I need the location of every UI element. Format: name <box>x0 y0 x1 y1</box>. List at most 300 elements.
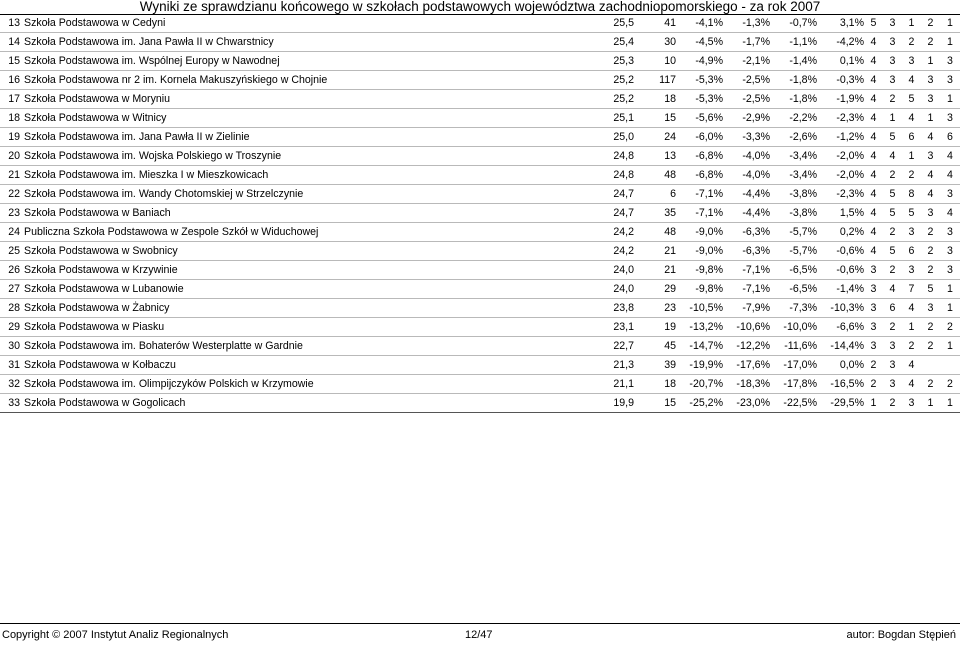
score-cell: 21,1 <box>587 375 634 394</box>
stanine-3-cell: 6 <box>902 242 921 261</box>
pct-diff-3-cell: -0,7% <box>770 14 817 33</box>
stanine-1-cell: 4 <box>864 166 883 185</box>
pct-diff-2-cell: -3,3% <box>723 128 770 147</box>
page-title: Wyniki ze sprawdzianu końcowego w szkołach podstawowych województwa zachodniopomorskiego - za rok 2007 <box>139 0 821 14</box>
results-table-body <box>0 14 960 413</box>
rank-cell: 13 <box>0 14 24 33</box>
school-name-cell: Publiczna Szkoła Podstawowa w Zespole Szkół w Widuchowej <box>24 223 587 242</box>
pct-diff-3-cell: -22,5% <box>770 394 817 413</box>
pct-diff-1-cell: -4,5% <box>676 33 723 52</box>
pct-diff-2-cell: -10,6% <box>723 318 770 337</box>
rank-cell: 16 <box>0 71 24 90</box>
pct-diff-1-cell: -13,2% <box>676 318 723 337</box>
table-row <box>0 337 960 356</box>
table-row <box>0 356 960 375</box>
stanine-1-cell: 4 <box>864 185 883 204</box>
school-name-cell: Szkoła Podstawowa nr 2 im. Kornela Makuszyńskiego w Chojnie <box>24 71 587 90</box>
stanine-4-cell: 2 <box>921 33 940 52</box>
rank-cell: 25 <box>0 242 24 261</box>
student-count-cell: 13 <box>634 147 676 166</box>
pct-diff-4-cell: -1,4% <box>817 280 864 299</box>
stanine-1-cell: 4 <box>864 52 883 71</box>
pct-diff-1-cell: -9,0% <box>676 223 723 242</box>
rank-cell: 15 <box>0 52 24 71</box>
pct-diff-4-cell: -2,3% <box>817 109 864 128</box>
stanine-2-cell: 5 <box>883 242 902 261</box>
rank-cell: 17 <box>0 90 24 109</box>
pct-diff-1-cell: -7,1% <box>676 185 723 204</box>
pct-diff-2-cell: -4,4% <box>723 204 770 223</box>
pct-diff-2-cell: -2,9% <box>723 109 770 128</box>
stanine-5-cell: 4 <box>940 204 960 223</box>
stanine-5-cell: 1 <box>940 299 960 318</box>
stanine-3-cell: 4 <box>902 71 921 90</box>
student-count-cell: 23 <box>634 299 676 318</box>
table-row <box>0 375 960 394</box>
stanine-5-cell: 1 <box>940 280 960 299</box>
rank-cell: 30 <box>0 337 24 356</box>
stanine-5-cell: 4 <box>940 166 960 185</box>
stanine-2-cell: 3 <box>883 375 902 394</box>
stanine-2-cell: 3 <box>883 356 902 375</box>
stanine-1-cell: 4 <box>864 242 883 261</box>
table-row <box>0 318 960 337</box>
pct-diff-3-cell: -10,0% <box>770 318 817 337</box>
student-count-cell: 6 <box>634 185 676 204</box>
school-name-cell: Szkoła Podstawowa w Lubanowie <box>24 280 587 299</box>
footer-page-number: 12/47 <box>465 629 493 641</box>
stanine-2-cell: 2 <box>883 90 902 109</box>
pct-diff-2-cell: -4,4% <box>723 185 770 204</box>
school-name-cell: Szkoła Podstawowa w Żabnicy <box>24 299 587 318</box>
table-row <box>0 71 960 90</box>
pct-diff-3-cell: -5,7% <box>770 242 817 261</box>
pct-diff-4-cell: -0,6% <box>817 261 864 280</box>
score-cell: 25,2 <box>587 71 634 90</box>
pct-diff-2-cell: -1,3% <box>723 14 770 33</box>
school-name-cell: Szkoła Podstawowa im. Mieszka I w Mieszkowicach <box>24 166 587 185</box>
stanine-5-cell: 4 <box>940 147 960 166</box>
student-count-cell: 15 <box>634 109 676 128</box>
pct-diff-1-cell: -5,3% <box>676 71 723 90</box>
table-row <box>0 299 960 318</box>
stanine-5-cell: 3 <box>940 242 960 261</box>
pct-diff-2-cell: -23,0% <box>723 394 770 413</box>
stanine-5-cell: 1 <box>940 394 960 413</box>
stanine-5-cell: 1 <box>940 90 960 109</box>
stanine-1-cell: 4 <box>864 204 883 223</box>
score-cell: 25,0 <box>587 128 634 147</box>
table-row <box>0 394 960 413</box>
stanine-5-cell: 1 <box>940 33 960 52</box>
table-row <box>0 52 960 71</box>
stanine-3-cell: 3 <box>902 52 921 71</box>
table-row <box>0 90 960 109</box>
pct-diff-4-cell: 1,5% <box>817 204 864 223</box>
table-row <box>0 147 960 166</box>
pct-diff-4-cell: -2,0% <box>817 166 864 185</box>
rank-cell: 23 <box>0 204 24 223</box>
stanine-2-cell: 5 <box>883 204 902 223</box>
rank-cell: 18 <box>0 109 24 128</box>
school-name-cell: Szkoła Podstawowa im. Wspólnej Europy w Nawodnej <box>24 52 587 71</box>
results-table <box>0 14 960 413</box>
pct-diff-3-cell: -5,7% <box>770 223 817 242</box>
pct-diff-1-cell: -4,1% <box>676 14 723 33</box>
pct-diff-1-cell: -10,5% <box>676 299 723 318</box>
student-count-cell: 19 <box>634 318 676 337</box>
stanine-3-cell: 6 <box>902 128 921 147</box>
pct-diff-4-cell: 3,1% <box>817 14 864 33</box>
table-row <box>0 185 960 204</box>
stanine-5-cell: 3 <box>940 223 960 242</box>
pct-diff-1-cell: -20,7% <box>676 375 723 394</box>
stanine-1-cell: 4 <box>864 109 883 128</box>
stanine-5-cell: 1 <box>940 337 960 356</box>
pct-diff-4-cell: -0,6% <box>817 242 864 261</box>
table-row <box>0 166 960 185</box>
stanine-4-cell: 2 <box>921 261 940 280</box>
stanine-3-cell: 3 <box>902 223 921 242</box>
pct-diff-4-cell: -16,5% <box>817 375 864 394</box>
table-row <box>0 33 960 52</box>
stanine-4-cell: 1 <box>921 394 940 413</box>
rank-cell: 26 <box>0 261 24 280</box>
pct-diff-4-cell: -1,2% <box>817 128 864 147</box>
student-count-cell: 21 <box>634 261 676 280</box>
stanine-2-cell: 3 <box>883 52 902 71</box>
score-cell: 23,1 <box>587 318 634 337</box>
pct-diff-3-cell: -1,8% <box>770 90 817 109</box>
stanine-1-cell: 4 <box>864 71 883 90</box>
rank-cell: 21 <box>0 166 24 185</box>
student-count-cell: 29 <box>634 280 676 299</box>
student-count-cell: 35 <box>634 204 676 223</box>
stanine-2-cell: 5 <box>883 128 902 147</box>
score-cell: 23,8 <box>587 299 634 318</box>
stanine-3-cell: 2 <box>902 337 921 356</box>
stanine-2-cell: 1 <box>883 109 902 128</box>
stanine-3-cell: 1 <box>902 14 921 33</box>
stanine-3-cell: 7 <box>902 280 921 299</box>
stanine-4-cell: 3 <box>921 147 940 166</box>
school-name-cell: Szkoła Podstawowa im. Wandy Chotomskiej w Strzelczynie <box>24 185 587 204</box>
table-row <box>0 109 960 128</box>
school-name-cell: Szkoła Podstawowa w Kołbaczu <box>24 356 587 375</box>
stanine-2-cell: 2 <box>883 223 902 242</box>
rank-cell: 28 <box>0 299 24 318</box>
pct-diff-3-cell: -2,6% <box>770 128 817 147</box>
pct-diff-4-cell: -29,5% <box>817 394 864 413</box>
rank-cell: 31 <box>0 356 24 375</box>
score-cell: 21,3 <box>587 356 634 375</box>
pct-diff-2-cell: -6,3% <box>723 242 770 261</box>
stanine-4-cell: 5 <box>921 280 940 299</box>
student-count-cell: 18 <box>634 90 676 109</box>
stanine-4-cell: 1 <box>921 109 940 128</box>
stanine-4-cell: 3 <box>921 90 940 109</box>
pct-diff-4-cell: 0,2% <box>817 223 864 242</box>
school-name-cell: Szkoła Podstawowa w Swobnicy <box>24 242 587 261</box>
pct-diff-2-cell: -2,1% <box>723 52 770 71</box>
pct-diff-4-cell: -4,2% <box>817 33 864 52</box>
score-cell: 22,7 <box>587 337 634 356</box>
stanine-5-cell: 3 <box>940 261 960 280</box>
pct-diff-2-cell: -7,1% <box>723 280 770 299</box>
pct-diff-2-cell: -4,0% <box>723 166 770 185</box>
student-count-cell: 48 <box>634 223 676 242</box>
pct-diff-4-cell: 0,0% <box>817 356 864 375</box>
table-row <box>0 280 960 299</box>
pct-diff-2-cell: -7,9% <box>723 299 770 318</box>
rank-cell: 29 <box>0 318 24 337</box>
pct-diff-3-cell: -1,1% <box>770 33 817 52</box>
score-cell: 24,7 <box>587 185 634 204</box>
stanine-3-cell: 5 <box>902 90 921 109</box>
stanine-1-cell: 4 <box>864 128 883 147</box>
score-cell: 24,8 <box>587 166 634 185</box>
pct-diff-4-cell: 0,1% <box>817 52 864 71</box>
pct-diff-4-cell: -2,0% <box>817 147 864 166</box>
pct-diff-1-cell: -9,8% <box>676 280 723 299</box>
stanine-1-cell: 3 <box>864 318 883 337</box>
stanine-5-cell: 3 <box>940 71 960 90</box>
stanine-3-cell: 1 <box>902 318 921 337</box>
student-count-cell: 10 <box>634 52 676 71</box>
stanine-3-cell: 2 <box>902 166 921 185</box>
rank-cell: 27 <box>0 280 24 299</box>
stanine-4-cell: 2 <box>921 375 940 394</box>
student-count-cell: 48 <box>634 166 676 185</box>
school-name-cell: Szkoła Podstawowa w Gogolicach <box>24 394 587 413</box>
student-count-cell: 117 <box>634 71 676 90</box>
student-count-cell: 15 <box>634 394 676 413</box>
pct-diff-3-cell: -7,3% <box>770 299 817 318</box>
page-footer <box>0 623 960 643</box>
pct-diff-3-cell: -1,4% <box>770 52 817 71</box>
student-count-cell: 39 <box>634 356 676 375</box>
pct-diff-1-cell: -25,2% <box>676 394 723 413</box>
pct-diff-3-cell: -17,8% <box>770 375 817 394</box>
school-name-cell: Szkoła Podstawowa im. Jana Pawła II w Chwarstnicy <box>24 33 587 52</box>
pct-diff-1-cell: -4,9% <box>676 52 723 71</box>
stanine-3-cell: 3 <box>902 394 921 413</box>
stanine-3-cell: 4 <box>902 375 921 394</box>
stanine-4-cell: 2 <box>921 242 940 261</box>
stanine-2-cell: 3 <box>883 337 902 356</box>
pct-diff-2-cell: -12,2% <box>723 337 770 356</box>
student-count-cell: 18 <box>634 375 676 394</box>
pct-diff-3-cell: -3,4% <box>770 166 817 185</box>
stanine-2-cell: 6 <box>883 299 902 318</box>
pct-diff-4-cell: -1,9% <box>817 90 864 109</box>
stanine-1-cell: 3 <box>864 261 883 280</box>
score-cell: 25,3 <box>587 52 634 71</box>
pct-diff-1-cell: -6,0% <box>676 128 723 147</box>
pct-diff-1-cell: -9,8% <box>676 261 723 280</box>
pct-diff-1-cell: -14,7% <box>676 337 723 356</box>
stanine-3-cell: 5 <box>902 204 921 223</box>
stanine-4-cell: 2 <box>921 318 940 337</box>
pct-diff-1-cell: -9,0% <box>676 242 723 261</box>
stanine-3-cell: 4 <box>902 299 921 318</box>
table-row <box>0 223 960 242</box>
pct-diff-3-cell: -3,8% <box>770 185 817 204</box>
stanine-2-cell: 2 <box>883 166 902 185</box>
stanine-2-cell: 3 <box>883 33 902 52</box>
pct-diff-1-cell: -6,8% <box>676 166 723 185</box>
stanine-1-cell: 2 <box>864 356 883 375</box>
pct-diff-2-cell: -2,5% <box>723 71 770 90</box>
pct-diff-1-cell: -7,1% <box>676 204 723 223</box>
student-count-cell: 30 <box>634 33 676 52</box>
stanine-2-cell: 4 <box>883 280 902 299</box>
pct-diff-4-cell: -0,3% <box>817 71 864 90</box>
footer-copyright: Copyright © 2007 Instytut Analiz Regionalnych <box>2 629 229 641</box>
stanine-5-cell: 3 <box>940 52 960 71</box>
stanine-4-cell: 2 <box>921 14 940 33</box>
stanine-5-cell: 6 <box>940 128 960 147</box>
stanine-1-cell: 4 <box>864 90 883 109</box>
stanine-1-cell: 4 <box>864 33 883 52</box>
stanine-4-cell: 3 <box>921 299 940 318</box>
stanine-1-cell: 4 <box>864 147 883 166</box>
table-row <box>0 14 960 33</box>
pct-diff-2-cell: -17,6% <box>723 356 770 375</box>
pct-diff-2-cell: -4,0% <box>723 147 770 166</box>
stanine-1-cell: 3 <box>864 299 883 318</box>
pct-diff-3-cell: -17,0% <box>770 356 817 375</box>
score-cell: 25,5 <box>587 14 634 33</box>
stanine-2-cell: 2 <box>883 261 902 280</box>
score-cell: 25,2 <box>587 90 634 109</box>
score-cell: 24,8 <box>587 147 634 166</box>
rank-cell: 19 <box>0 128 24 147</box>
stanine-5-cell: 3 <box>940 185 960 204</box>
score-cell: 25,1 <box>587 109 634 128</box>
pct-diff-1-cell: -5,3% <box>676 90 723 109</box>
student-count-cell: 41 <box>634 14 676 33</box>
school-name-cell: Szkoła Podstawowa w Moryniu <box>24 90 587 109</box>
school-name-cell: Szkoła Podstawowa w Piasku <box>24 318 587 337</box>
pct-diff-1-cell: -19,9% <box>676 356 723 375</box>
rank-cell: 20 <box>0 147 24 166</box>
score-cell: 25,4 <box>587 33 634 52</box>
table-row <box>0 204 960 223</box>
stanine-3-cell: 2 <box>902 33 921 52</box>
table-row <box>0 242 960 261</box>
school-name-cell: Szkoła Podstawowa w Krzywinie <box>24 261 587 280</box>
pct-diff-3-cell: -3,4% <box>770 147 817 166</box>
pct-diff-1-cell: -6,8% <box>676 147 723 166</box>
score-cell: 24,0 <box>587 261 634 280</box>
footer-author: autor: Bogdan Stępień <box>846 629 956 641</box>
pct-diff-3-cell: -2,2% <box>770 109 817 128</box>
rank-cell: 22 <box>0 185 24 204</box>
school-name-cell: Szkoła Podstawowa im. Wojska Polskiego w Troszynie <box>24 147 587 166</box>
stanine-3-cell: 8 <box>902 185 921 204</box>
pct-diff-2-cell: -7,1% <box>723 261 770 280</box>
stanine-4-cell: 2 <box>921 337 940 356</box>
pct-diff-3-cell: -6,5% <box>770 261 817 280</box>
pct-diff-2-cell: -18,3% <box>723 375 770 394</box>
stanine-4-cell <box>921 356 940 375</box>
stanine-4-cell: 4 <box>921 166 940 185</box>
pct-diff-3-cell: -6,5% <box>770 280 817 299</box>
stanine-2-cell: 5 <box>883 185 902 204</box>
pct-diff-3-cell: -11,6% <box>770 337 817 356</box>
stanine-5-cell: 3 <box>940 109 960 128</box>
stanine-5-cell: 2 <box>940 318 960 337</box>
stanine-3-cell: 3 <box>902 261 921 280</box>
stanine-5-cell: 1 <box>940 14 960 33</box>
pct-diff-4-cell: -6,6% <box>817 318 864 337</box>
pct-diff-3-cell: -3,8% <box>770 204 817 223</box>
pct-diff-1-cell: -5,6% <box>676 109 723 128</box>
stanine-5-cell <box>940 356 960 375</box>
stanine-2-cell: 3 <box>883 14 902 33</box>
stanine-1-cell: 3 <box>864 337 883 356</box>
school-name-cell: Szkoła Podstawowa w Cedyni <box>24 14 587 33</box>
rank-cell: 14 <box>0 33 24 52</box>
student-count-cell: 21 <box>634 242 676 261</box>
stanine-1-cell: 4 <box>864 223 883 242</box>
score-cell: 24,0 <box>587 280 634 299</box>
school-name-cell: Szkoła Podstawowa w Witnicy <box>24 109 587 128</box>
stanine-4-cell: 3 <box>921 204 940 223</box>
table-row <box>0 261 960 280</box>
stanine-3-cell: 1 <box>902 147 921 166</box>
stanine-3-cell: 4 <box>902 356 921 375</box>
school-name-cell: Szkoła Podstawowa w Baniach <box>24 204 587 223</box>
rank-cell: 24 <box>0 223 24 242</box>
stanine-1-cell: 2 <box>864 375 883 394</box>
student-count-cell: 45 <box>634 337 676 356</box>
school-name-cell: Szkoła Podstawowa im. Olimpijczyków Polskich w Krzymowie <box>24 375 587 394</box>
pct-diff-2-cell: -6,3% <box>723 223 770 242</box>
pct-diff-4-cell: -10,3% <box>817 299 864 318</box>
stanine-2-cell: 4 <box>883 147 902 166</box>
stanine-1-cell: 3 <box>864 280 883 299</box>
stanine-1-cell: 5 <box>864 14 883 33</box>
pct-diff-2-cell: -1,7% <box>723 33 770 52</box>
stanine-4-cell: 2 <box>921 223 940 242</box>
rank-cell: 33 <box>0 394 24 413</box>
score-cell: 24,7 <box>587 204 634 223</box>
student-count-cell: 24 <box>634 128 676 147</box>
stanine-4-cell: 3 <box>921 71 940 90</box>
stanine-2-cell: 2 <box>883 318 902 337</box>
table-row <box>0 128 960 147</box>
stanine-5-cell: 2 <box>940 375 960 394</box>
stanine-2-cell: 2 <box>883 394 902 413</box>
stanine-2-cell: 3 <box>883 71 902 90</box>
stanine-4-cell: 1 <box>921 52 940 71</box>
stanine-1-cell: 1 <box>864 394 883 413</box>
rank-cell: 32 <box>0 375 24 394</box>
pct-diff-3-cell: -1,8% <box>770 71 817 90</box>
pct-diff-2-cell: -2,5% <box>723 90 770 109</box>
stanine-3-cell: 4 <box>902 109 921 128</box>
stanine-4-cell: 4 <box>921 128 940 147</box>
school-name-cell: Szkoła Podstawowa im. Jana Pawła II w Zielinie <box>24 128 587 147</box>
pct-diff-4-cell: -14,4% <box>817 337 864 356</box>
pct-diff-4-cell: -2,3% <box>817 185 864 204</box>
score-cell: 24,2 <box>587 242 634 261</box>
score-cell: 24,2 <box>587 223 634 242</box>
stanine-4-cell: 4 <box>921 185 940 204</box>
school-name-cell: Szkoła Podstawowa im. Bohaterów Westerplatte w Gardnie <box>24 337 587 356</box>
